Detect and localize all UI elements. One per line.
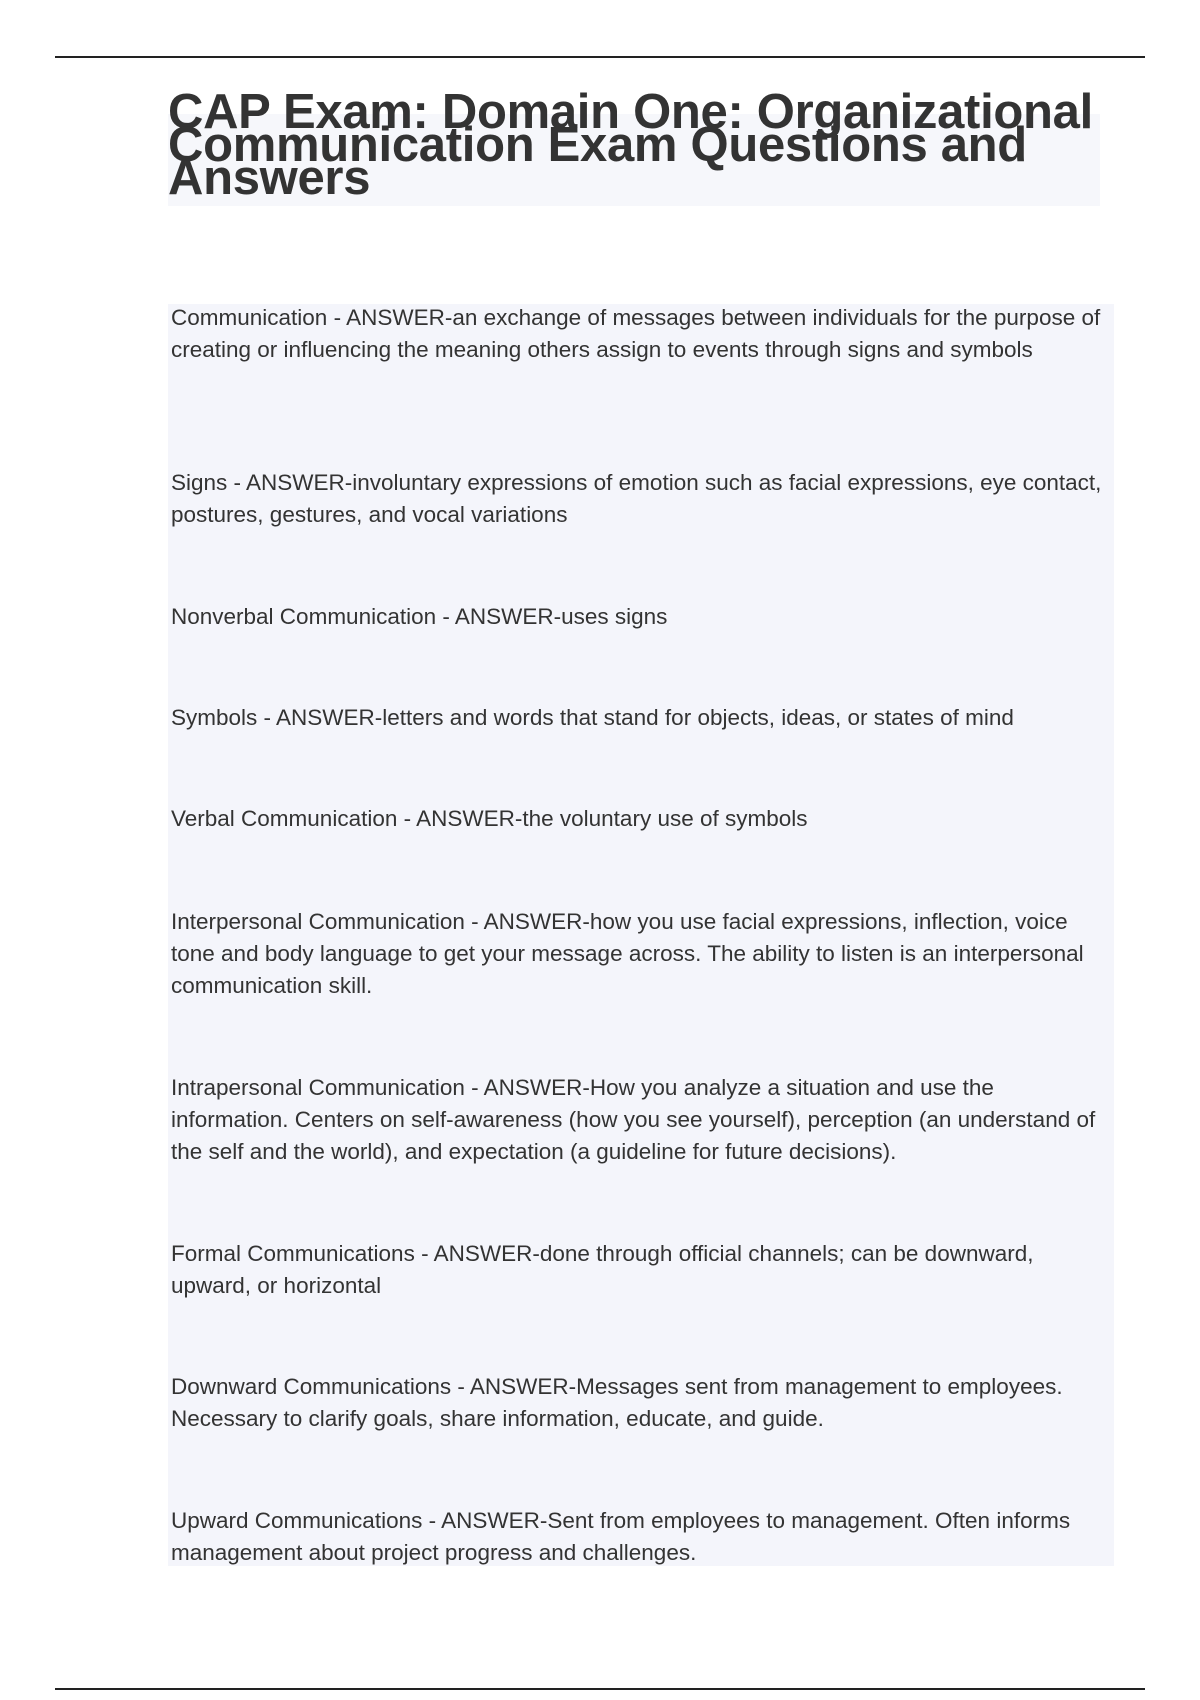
document-title: CAP Exam: Domain One: Organizational Communication Exam Questions and Answers xyxy=(168,85,1093,205)
qa-item-formal-communications: Formal Communications - ANSWER-done through official channels; can be downward, upward, or horizontal xyxy=(171,1241,1034,1298)
qa-item-intrapersonal-communication: Intrapersonal Communication - ANSWER-How you analyze a situation and use the information. Centers on self-awareness (how you see yourself), perception (an understand of the self and the world), and expectation (a guideline for future decisions). xyxy=(171,1075,1096,1164)
qa-item-communication: Communication - ANSWER-an exchange of messages between individuals for the purpose of creating or influencing the meaning others assign to events through signs and symbols xyxy=(171,305,1101,362)
qa-item-downward-communications: Downward Communications - ANSWER-Messages sent from management to employees. Necessary to clarify goals, share information, educate, and guide. xyxy=(171,1374,1063,1431)
qa-item-symbols: Symbols - ANSWER-letters and words that stand for objects, ideas, or states of mind xyxy=(171,705,1014,730)
qa-item-verbal-communication: Verbal Communication - ANSWER-the voluntary use of symbols xyxy=(171,806,808,831)
qa-item-upward-communications: Upward Communications - ANSWER-Sent from employees to management. Often informs management about project progress and challenges. xyxy=(171,1508,1071,1565)
top-rule xyxy=(55,56,1145,58)
bottom-rule xyxy=(55,1688,1145,1690)
qa-item-nonverbal-communication: Nonverbal Communication - ANSWER-uses signs xyxy=(171,604,668,629)
qa-item-interpersonal-communication: Interpersonal Communication - ANSWER-how you use facial expressions, inflection, voice tone and body language to get your message across. The ability to listen is an interpersonal communication skill. xyxy=(171,909,1084,998)
qa-item-signs: Signs - ANSWER-involuntary expressions of emotion such as facial expressions, eye contact, postures, gestures, and vocal variations xyxy=(171,470,1102,527)
